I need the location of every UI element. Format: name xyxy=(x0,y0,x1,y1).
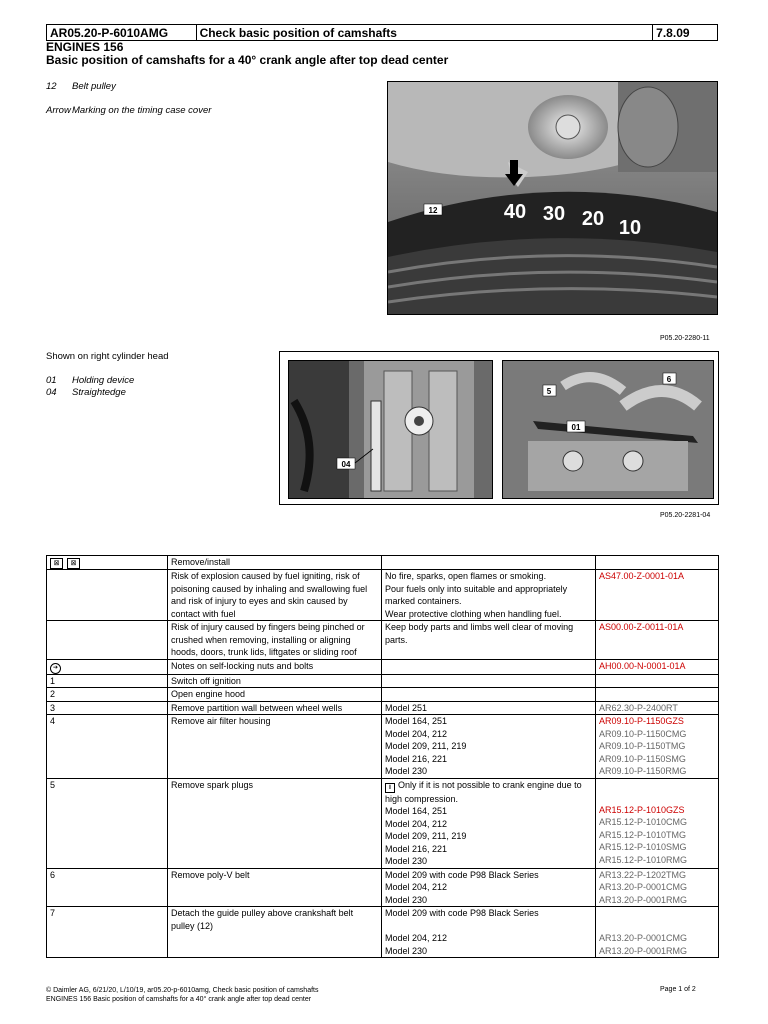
footer-copyright: © Daimler AG, 6/21/20, L/10/19, ar05.20-p-6010amg, Check basic position of camshafts xyxy=(46,987,319,994)
step-action: Remove air filter housing xyxy=(168,715,382,779)
step-notes: Model 209 with code P98 Black Series Model 204, 212 Model 230 xyxy=(382,868,596,907)
step-number: 5 xyxy=(47,778,168,868)
step-notes xyxy=(382,659,596,674)
table-row xyxy=(47,674,719,688)
step-number: 3 xyxy=(47,701,168,715)
legend-text: Belt pulley xyxy=(72,81,116,92)
scale-label: 10 xyxy=(618,217,642,239)
ref-link[interactable]: AR15.12-P-1010RMG xyxy=(599,854,688,865)
step-notes: No fire, sparks, open flames or smoking. Pour fuels only into suitable and appropriately marked containers. Wear protective clothing when handling fuel. xyxy=(382,570,596,621)
step-refs xyxy=(596,701,719,715)
figure2-legend-item xyxy=(46,387,126,398)
legend-text: Straightedge xyxy=(72,387,126,398)
step-action: Switch off ignition xyxy=(168,674,382,688)
ref-link[interactable]: AR15.12-P-1010SMG xyxy=(599,842,687,852)
table-row xyxy=(47,868,719,907)
figure1-legend-item xyxy=(46,81,116,92)
figure2-caption: P05.20-2281-04 xyxy=(660,512,711,519)
footer-subtitle: ENGINES 156 Basic position of camshafts for a 40° crank angle after top dead center xyxy=(46,996,312,1003)
callout-label: 5 xyxy=(546,387,552,396)
ref-link[interactable]: AR15.12-P-1010TMG xyxy=(599,829,687,840)
doc-date: 7.8.09 xyxy=(656,26,690,40)
cylinder-head-figure xyxy=(279,351,719,505)
ref-link[interactable]: AS47.00-Z-0001-01A xyxy=(599,571,685,581)
step-notes: Model 164, 251 Model 204, 212 Model 209, 211, 219 Model 216, 221 Model 230 xyxy=(382,715,596,779)
ref-link[interactable]: AR13.20-P-0001RMG xyxy=(599,894,688,905)
legend-text: Holding device xyxy=(72,375,135,386)
legend-key: 12 xyxy=(46,81,57,92)
figure1-caption: P05.20-2280-11 xyxy=(660,335,710,342)
ref-link[interactable]: AR13.20-P-0001RMG xyxy=(599,945,688,956)
table-row xyxy=(47,907,719,958)
table-row xyxy=(47,778,719,868)
table-row xyxy=(47,621,719,660)
step-refs xyxy=(596,715,719,779)
step-number xyxy=(47,621,168,660)
step-action: Detach the guide pulley above crankshaft belt pulley (12) xyxy=(168,907,382,958)
step-number: 2 xyxy=(47,688,168,702)
table-row xyxy=(47,715,719,779)
step-action: Open engine hood xyxy=(168,688,382,702)
holding-device-photo xyxy=(288,360,493,499)
ref-link[interactable]: AR09.10-P-1150CMG xyxy=(599,728,687,739)
ref-link[interactable]: AH00.00-N-0001-01A xyxy=(599,660,686,671)
figure1-legend-item xyxy=(46,105,211,116)
step-number: 1 xyxy=(47,674,168,688)
step-action: Notes on self-locking nuts and bolts xyxy=(168,659,382,674)
ref-link[interactable]: AR62.30-P-2400RT xyxy=(599,702,678,713)
step-number: 7 xyxy=(47,907,168,958)
table-row xyxy=(47,688,719,702)
document-header xyxy=(46,24,718,41)
page-title: Basic position of camshafts for a 40° crank angle after top dead center xyxy=(46,53,449,67)
step-number xyxy=(47,570,168,621)
part-label-12: 12 xyxy=(428,206,438,215)
ref-link[interactable]: AR13.20-P-0001CMG xyxy=(599,882,688,892)
header-label: Remove/install xyxy=(168,556,382,570)
info-icon: i xyxy=(385,783,395,793)
engines-line: ENGINES 156 xyxy=(46,40,124,54)
table-row xyxy=(47,659,719,674)
scale-label: 20 xyxy=(581,208,605,230)
table-row xyxy=(47,701,719,715)
step-action: Remove spark plugs xyxy=(168,778,382,868)
table-row xyxy=(47,570,719,621)
procedure-table xyxy=(46,555,719,958)
ref-link[interactable]: AR15.12-P-1010GZS xyxy=(599,804,685,815)
remove-icon: ⊠ xyxy=(50,558,63,569)
figure2-intro: Shown on right cylinder head xyxy=(46,351,169,362)
doc-id: AR05.20-P-6010AMG xyxy=(47,25,197,40)
step-refs xyxy=(596,907,719,958)
footer xyxy=(46,986,318,1004)
ref-link[interactable]: AR09.10-P-1150SMG xyxy=(599,753,686,764)
legend-key: 04 xyxy=(46,387,57,398)
ref-link[interactable]: AS00.00-Z-0011-01A xyxy=(599,622,684,632)
belt-pulley-photo xyxy=(387,81,718,315)
step-action: Risk of injury caused by fingers being pinched or crushed when removing, installing or aligning hoods, doors, trunk lids, liftgates or sliding roof xyxy=(168,621,382,660)
note-arrow-icon: ➔ xyxy=(50,663,61,674)
scale-label: 40 xyxy=(503,201,527,223)
scale-label: 30 xyxy=(542,203,566,225)
callout-label: 04 xyxy=(341,460,351,469)
legend-key: 01 xyxy=(46,375,57,386)
page-number: Page 1 of 2 xyxy=(660,986,696,993)
step-action: Risk of explosion caused by fuel igniting, risk of poisoning caused by inhaling and swallowing fuel and risk of injury to eyes and skin caused by contact with fuel xyxy=(168,570,382,621)
ref-link[interactable]: AR09.10-P-1150RMG xyxy=(599,766,687,776)
legend-key: Arrow xyxy=(46,105,71,116)
ref-link[interactable]: AR13.22-P-1202TMG xyxy=(599,869,687,880)
step-number xyxy=(47,659,168,674)
table-header-row xyxy=(47,556,719,570)
step-refs xyxy=(596,621,719,660)
step-refs xyxy=(596,868,719,907)
step-refs xyxy=(596,570,719,621)
step-notes: Keep body parts and limbs well clear of moving parts. xyxy=(382,621,596,660)
step-notes: Model 209 with code P98 Black Series Model 204, 212 Model 230 xyxy=(382,907,596,958)
install-icon: ⊠ xyxy=(67,558,80,569)
figure2-legend-item xyxy=(46,375,134,386)
legend-text: Marking on the timing case cover xyxy=(72,105,212,116)
step-refs xyxy=(596,659,719,674)
ref-link[interactable]: AR15.12-P-1010CMG xyxy=(599,817,688,827)
doc-title: Check basic position of camshafts xyxy=(197,25,654,40)
callout-label: 6 xyxy=(666,375,672,384)
step-action: Remove partition wall between wheel wells xyxy=(168,701,382,715)
camshaft-photo xyxy=(502,360,714,499)
ref-link[interactable]: AR09.10-P-1150TMG xyxy=(599,741,686,751)
step-number: 6 xyxy=(47,868,168,907)
step-number: 4 xyxy=(47,715,168,779)
ref-link[interactable]: AR09.10-P-1150GZS xyxy=(599,716,684,726)
step-notes: i Only if it is not possible to crank engine due to high compression. Model 164, 251 Model 204, 212 Model 209, 211, 219 Model 216, 221 Model 230 xyxy=(382,778,596,868)
callout-label: 01 xyxy=(571,423,581,432)
ref-link[interactable]: AR13.20-P-0001CMG xyxy=(599,933,688,943)
step-notes: Model 251 xyxy=(382,701,596,715)
header-icons-cell xyxy=(47,556,168,570)
step-refs xyxy=(596,778,719,868)
step-action: Remove poly-V belt xyxy=(168,868,382,907)
